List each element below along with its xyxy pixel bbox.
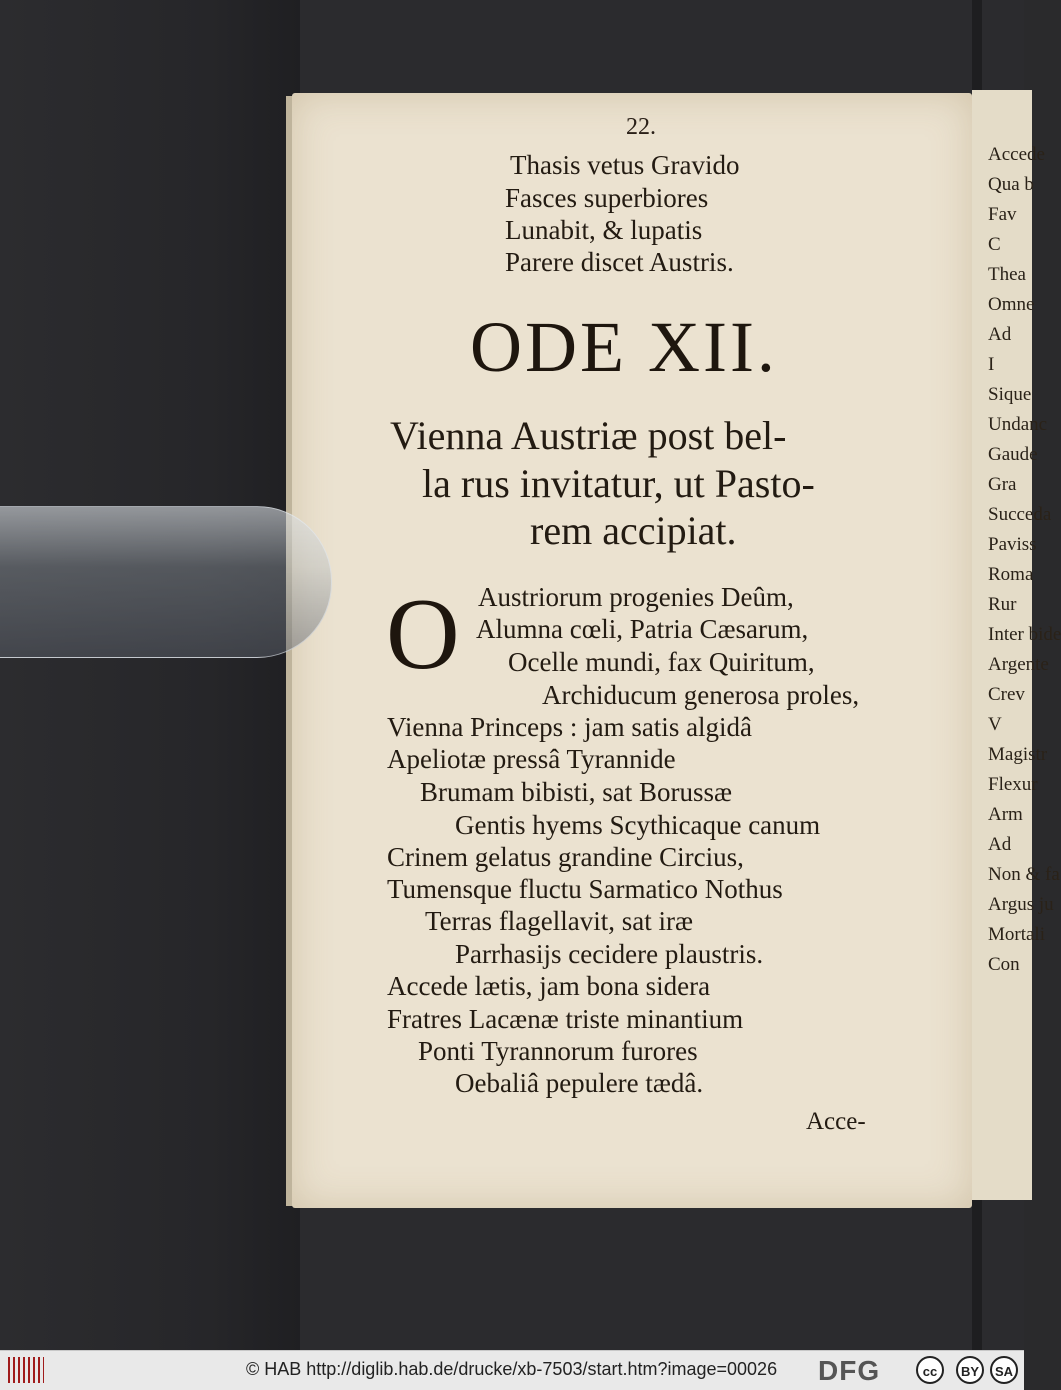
next-page-fragment: Thea	[988, 264, 1026, 285]
poem-line: Ocelle mundi, fax Quiritum,	[508, 647, 815, 677]
next-page-fragment: Ad	[988, 324, 1012, 345]
drop-cap: O	[386, 578, 460, 691]
next-page-fragment: Omne	[988, 294, 1035, 315]
poem-line: Archiducum generosa proles,	[542, 680, 860, 710]
hab-logo-icon[interactable]	[8, 1357, 44, 1383]
cc-icon[interactable]: cc	[916, 1356, 944, 1384]
poem-line: Vienna Princeps : jam satis algidâ	[387, 712, 753, 742]
next-page-fragment: Gaude	[988, 444, 1038, 465]
next-page-fragment: I	[988, 354, 995, 375]
subtitle-line: Vienna Austriæ post bel-	[390, 413, 787, 458]
next-page-fragment: Non & fa	[988, 864, 1060, 885]
poem-line: Parrhasijs cecidere plaustris.	[455, 939, 764, 969]
next-page-fragment: Magistr	[988, 744, 1048, 765]
next-page-fragment: Arm	[988, 804, 1023, 825]
poem-line: Fratres Lacænæ triste minantium	[387, 1004, 744, 1034]
prev-verse-line: Parere discet Austris.	[505, 247, 734, 277]
poem-line: Oebaliâ pepulere tædâ.	[455, 1068, 704, 1098]
next-page-fragment: Ad	[988, 834, 1012, 855]
next-page-fragment: Paviss	[988, 534, 1037, 555]
prev-verse-line: Fasces superbiores	[505, 183, 709, 213]
next-page-fragment: Accede	[988, 144, 1045, 165]
poem-line: Tumensque fluctu Sarmatico Nothus	[387, 874, 783, 904]
poem-line: Accede lætis, jam bona sidera	[387, 971, 711, 1001]
next-page-fragment: C	[988, 234, 1001, 255]
catchword: Acce-	[806, 1108, 866, 1135]
prev-verse-line: Lunabit, & lupatis	[505, 215, 703, 245]
poem-line: Gentis hyems Scythicaque canum	[455, 810, 821, 840]
prev-verse-line: Thasis vetus Gravido	[510, 150, 740, 180]
by-icon[interactable]: BY	[956, 1356, 984, 1384]
poem-line: Brumam bibisti, sat Borussæ	[420, 777, 733, 807]
credit-link[interactable]: © HAB http://diglib.hab.de/drucke/xb-7503/start.htm?image=00026	[246, 1359, 778, 1379]
next-page-fragment: Argente	[988, 654, 1049, 675]
background-left	[0, 0, 300, 1350]
next-page-text	[988, 140, 1061, 980]
poem-line: Austriorum progenies Deûm,	[478, 582, 794, 612]
sa-icon[interactable]: SA	[990, 1356, 1018, 1384]
poem-line: Ponti Tyrannorum furores	[418, 1036, 698, 1066]
poem-line: Apeliotæ pressâ Tyrannide	[387, 744, 676, 774]
subtitle-line: la rus invitatur, ut Pasto-	[422, 461, 815, 506]
next-page-fragment: Mortali	[988, 924, 1045, 945]
next-page-fragment: Con	[988, 954, 1020, 975]
dfg-logo[interactable]: DFG	[818, 1355, 881, 1386]
page-number: 22.	[626, 114, 656, 140]
poem-line: Alumna cœli, Patria Cæsarum,	[476, 614, 809, 644]
next-page-fragment: Flexur	[988, 774, 1038, 795]
next-page-fragment: V	[988, 714, 1002, 735]
next-page-fragment: Inter bide	[988, 624, 1061, 645]
ode-title: ODE XII.	[470, 307, 778, 387]
page-clip	[0, 506, 332, 658]
next-page-fragment: Fav	[988, 204, 1017, 225]
next-page-fragment: Roma	[988, 564, 1034, 585]
next-page-fragment: Sique	[988, 384, 1032, 405]
next-page-fragment: Crev	[988, 684, 1025, 705]
poem-line: Crinem gelatus grandine Circius,	[387, 842, 744, 872]
next-page-fragment: Undanc	[988, 414, 1048, 435]
viewer-footer	[0, 1350, 1024, 1390]
next-page-fragment: Gra	[988, 474, 1017, 495]
next-page-fragment: Rur	[988, 594, 1017, 615]
poem-line: Terras flagellavit, sat iræ	[425, 906, 694, 936]
subtitle-line: rem accipiat.	[530, 508, 737, 553]
next-page-fragment: Qua b	[988, 174, 1034, 195]
next-page-fragment: Argus ju	[988, 894, 1054, 915]
next-page-fragment: Succeda	[988, 504, 1052, 525]
